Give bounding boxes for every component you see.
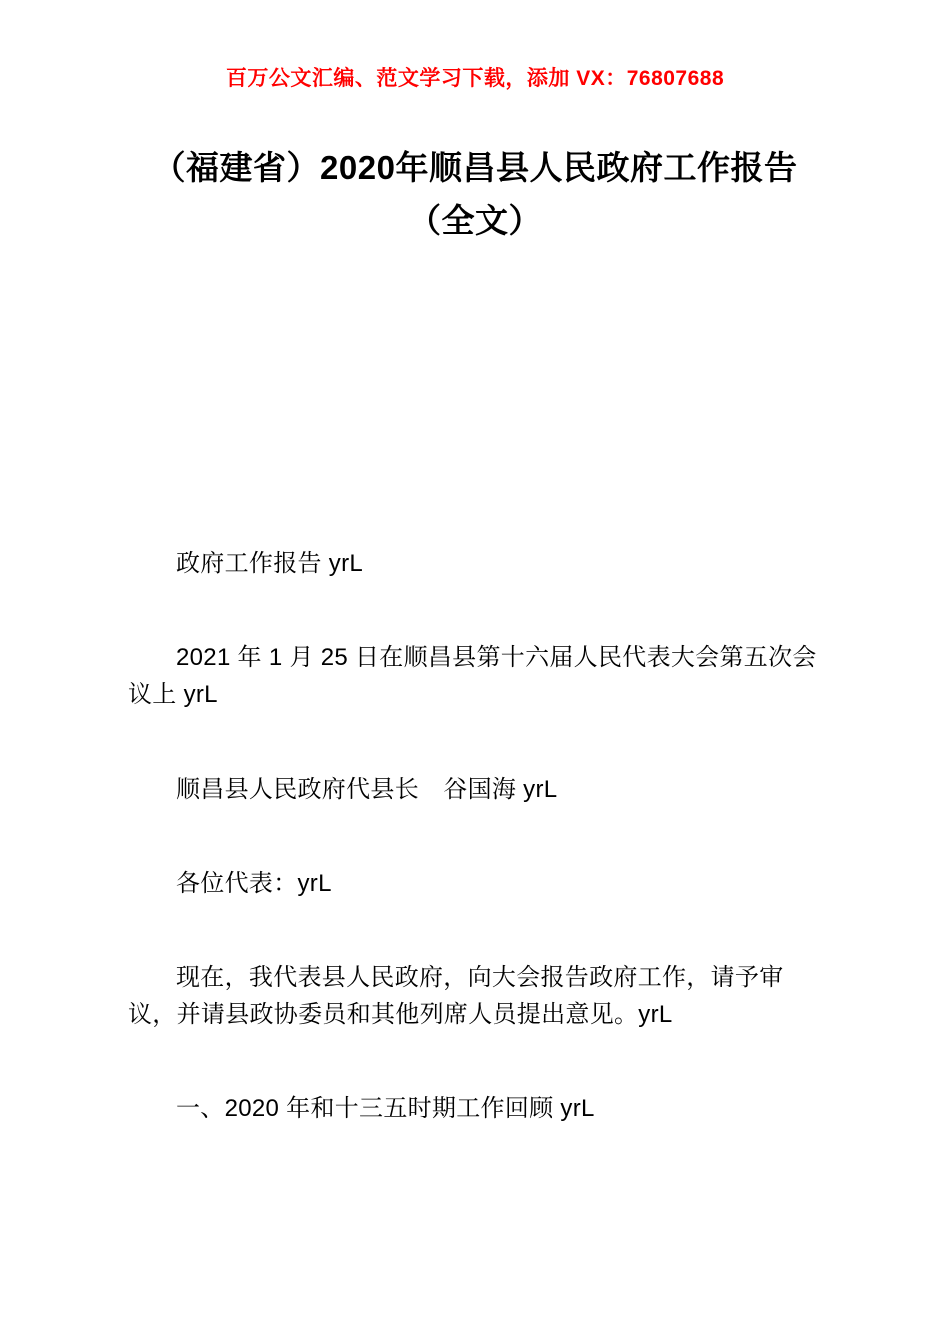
paragraph: 2021 年 1 月 25 日在顺昌县第十六届人民代表大会第五次会议上 yrL xyxy=(128,644,817,709)
paragraph: 政府工作报告 yrL xyxy=(176,550,364,577)
paragraph: 现在，我代表县人民政府，向大会报告政府工作，请予审议，并请县政协委员和其他列席人员提出意见。yrL xyxy=(128,963,784,1029)
paragraph: 各位代表：yrL xyxy=(176,869,332,897)
paragraph: 顺昌县人民政府代县长 谷国海 yrL xyxy=(176,775,558,803)
page-title: （福建省）2020年顺昌县人民政府工作报告（全文） xyxy=(152,149,798,239)
document-body xyxy=(128,545,828,1128)
paragraph: 一、2020 年和十三五时期工作回顾 yrL xyxy=(176,1095,595,1123)
watermark-promo-text: 百万公文汇编、范文学习下载，添加 VX：76807688 xyxy=(225,67,725,90)
